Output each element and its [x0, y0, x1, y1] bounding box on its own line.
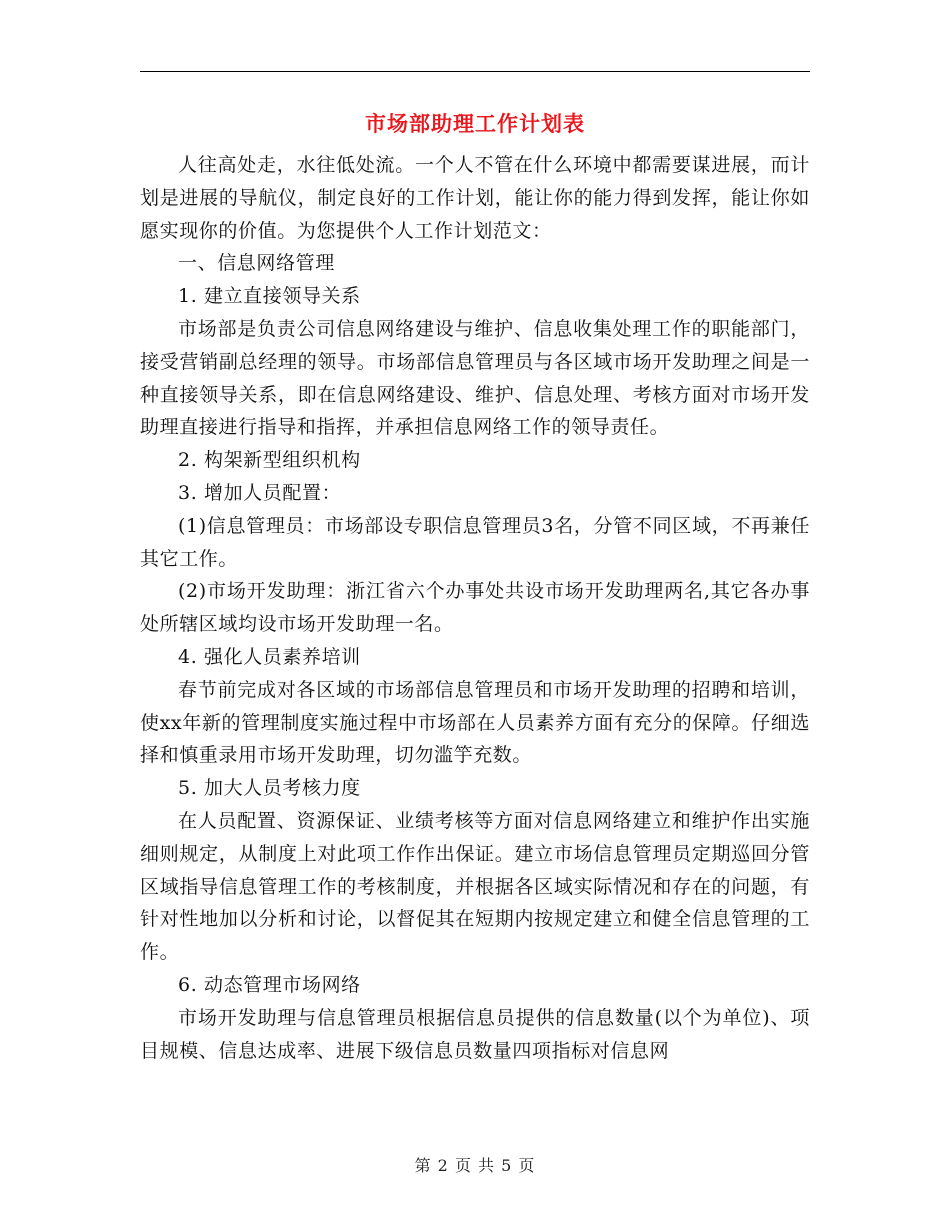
- subheading: 4. 强化人员素养培训: [178, 645, 361, 668]
- document-body: [140, 149, 810, 1067]
- subheading: 2. 构架新型组织机构: [178, 449, 361, 472]
- paragraph: 春节前完成对各区域的市场部信息管理员和市场开发助理的招聘和培训，使xx年新的管理制度实施过程中市场部在人员素养方面有充分的保障。仔细选择和慎重录用市场开发助理，切勿滥竽充数。: [140, 678, 810, 767]
- subheading: 1. 建立直接领导关系: [178, 285, 361, 308]
- section-heading: 一、信息网络管理: [178, 252, 335, 275]
- subheading: 6. 动态管理市场网络: [178, 973, 361, 996]
- page-number-footer: 第 2 页 共 5 页: [414, 1156, 536, 1175]
- list-item: (1)信息管理员：市场部设专职信息管理员3名，分管不同区域，不再兼任其它工作。: [140, 514, 810, 570]
- document-title: 市场部助理工作计划表: [365, 111, 585, 136]
- paragraph-intro: 人往高处走，水往低处流。一个人不管在什么环境中都需要谋进展，而计划是进展的导航仪，制定良好的工作计划，能让你的能力得到发挥，能让你如愿实现你的价值。为您提供个人工作计划范文：: [140, 154, 810, 242]
- subheading: 5. 加大人员考核力度: [178, 777, 361, 800]
- subheading: 3. 增加人员配置：: [178, 481, 342, 504]
- paragraph: 在人员配置、资源保证、业绩考核等方面对信息网络建立和维护作出实施细则规定，从制度上对此项工作作出保证。建立市场信息管理员定期巡回分管区域指导信息管理工作的考核制度，并根据各区域实际情况和存在的问题，有针对性地加以分析和讨论，以督促其在短期内按规定建立和健全信息管理的工作。: [140, 809, 810, 964]
- paragraph: 市场开发助理与信息管理员根据信息员提供的信息数量(以个为单位)、项目规模、信息达成率、进展下级信息员数量四项指标对信息网: [140, 1006, 810, 1062]
- header-rule: [140, 71, 810, 72]
- paragraph: 市场部是负责公司信息网络建设与维护、信息收集处理工作的职能部门，接受营销副总经理的领导。市场部信息管理员与各区域市场开发助理之间是一种直接领导关系，即在信息网络建设、维护、信息处理、考核方面对市场开发助理直接进行指导和指挥，并承担信息网络工作的领导责任。: [140, 317, 810, 439]
- list-item: (2)市场开发助理：浙江省六个办事处共设市场开发助理两名,其它各办事处所辖区域均设市场开发助理一名。: [140, 580, 810, 636]
